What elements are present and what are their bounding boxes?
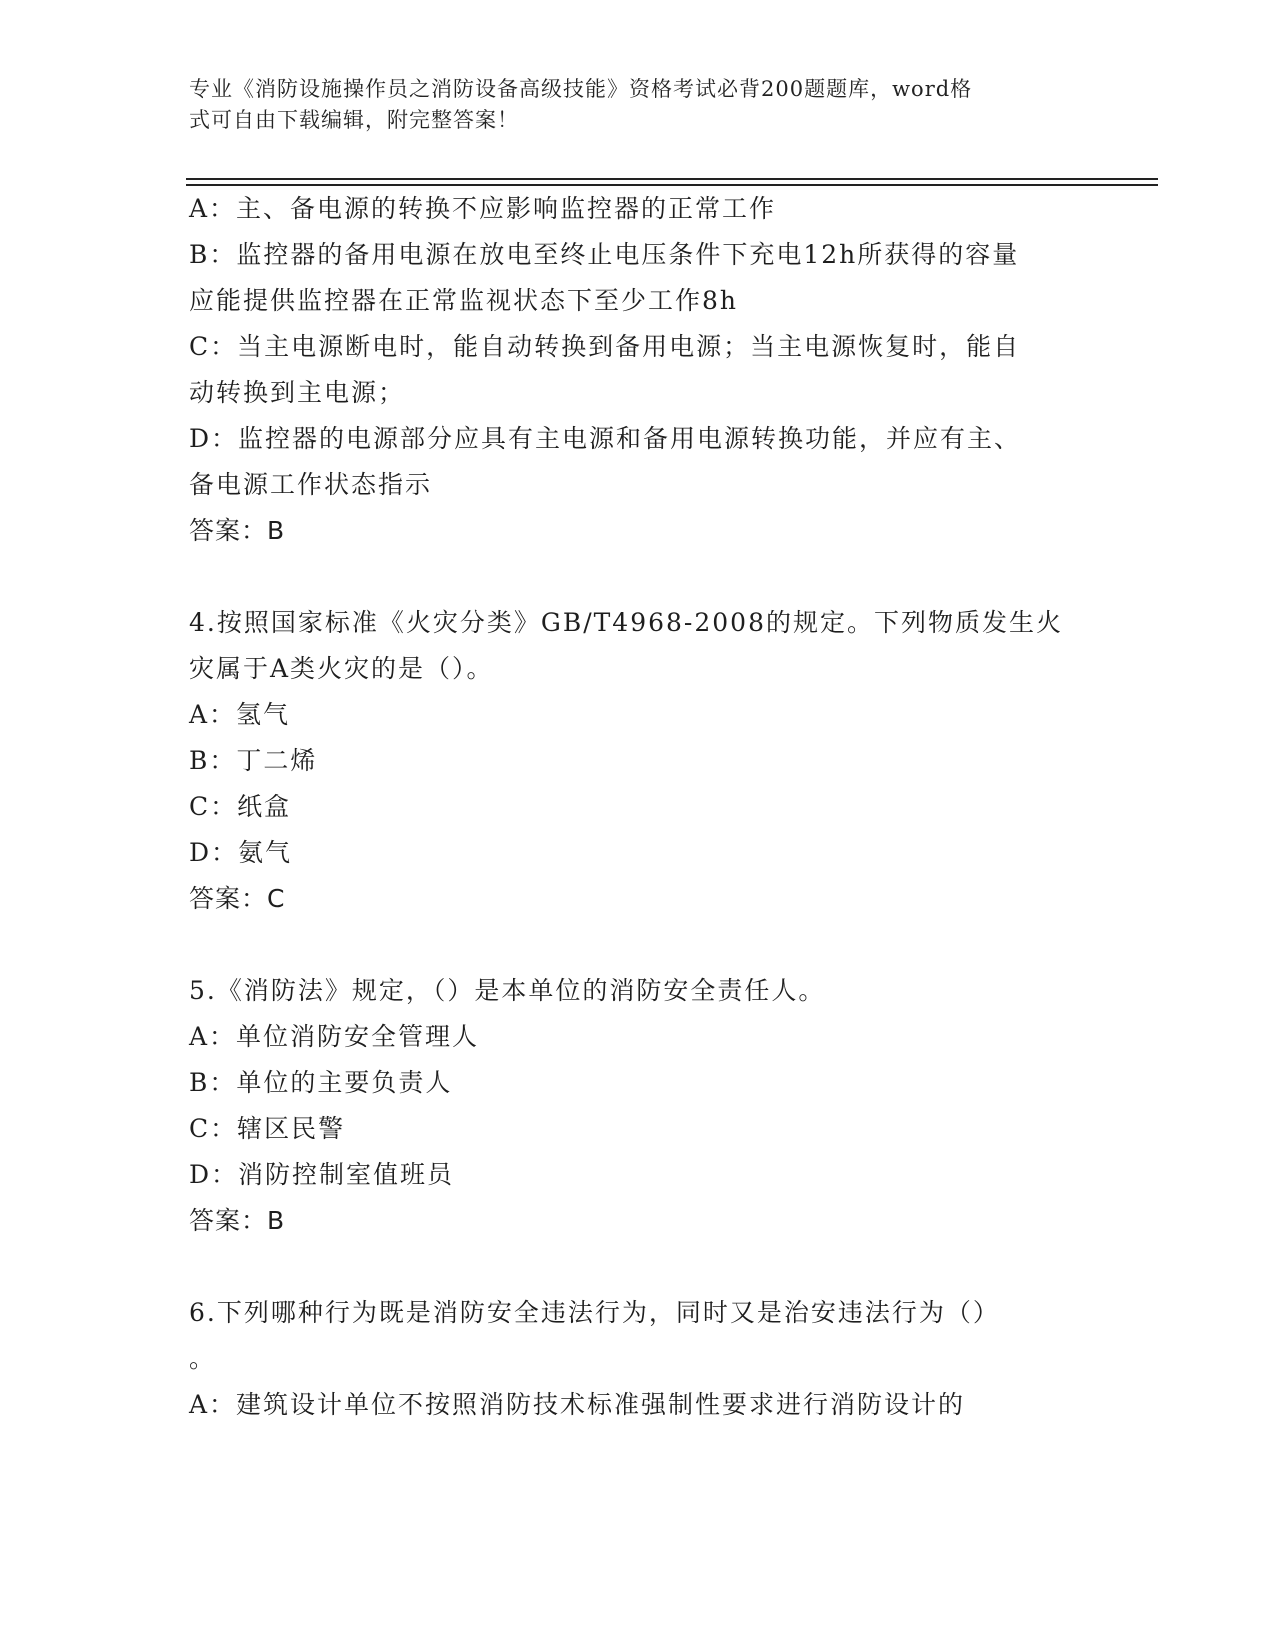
spacer (189, 922, 1089, 968)
option-c: C：纸盒 (189, 792, 292, 821)
document-header (189, 74, 1069, 136)
question-5 (189, 968, 1089, 1244)
option-d-continued: 备电源工作状态指示 (189, 470, 433, 499)
option-a: A：建筑设计单位不按照消防技术标准强制性要求进行消防设计的 (189, 1390, 966, 1419)
answer-line: 答案：C (189, 884, 286, 913)
option-b: B：单位的主要负责人 (189, 1068, 453, 1097)
option-a: A：单位消防安全管理人 (189, 1022, 480, 1051)
option-b: B：监控器的备用电源在放电至终止电压条件下充电12h所获得的容量 (189, 240, 1020, 269)
header-divider (186, 178, 1158, 180)
question-4 (189, 600, 1089, 922)
option-a: A：主、备电源的转换不应影响监控器的正常工作 (189, 194, 777, 223)
spacer (189, 554, 1089, 600)
question-list (189, 186, 1089, 1428)
question-stem: 6.下列哪种行为既是消防安全违法行为，同时又是治安违法行为（） (189, 1298, 1000, 1327)
header-line: 式可自由下载编辑，附完整答案！ (189, 108, 519, 132)
option-c-continued: 动转换到主电源； (189, 378, 406, 407)
answer-line: 答案：B (189, 1206, 286, 1235)
question-stem-continued: 。 (189, 1344, 217, 1373)
spacer (189, 1244, 1089, 1290)
option-b-continued: 应能提供监控器在正常监视状态下至少工作8h (189, 286, 739, 315)
question-stem-continued: 灾属于A类火灾的是（）。 (189, 654, 494, 683)
header-line: 专业《消防设施操作员之消防设备高级技能》资格考试必背200题题库，word格 (189, 77, 973, 101)
option-c: C：辖区民警 (189, 1114, 346, 1143)
option-b: B：丁二烯 (189, 746, 318, 775)
question-stem: 4.按照国家标准《火灾分类》GB/T4968-2008的规定。下列物质发生火 (189, 608, 1063, 637)
option-a: A：氢气 (189, 700, 291, 729)
option-c: C：当主电源断电时，能自动转换到备用电源；当主电源恢复时，能自 (189, 332, 1021, 361)
question-3 (189, 186, 1089, 554)
question-6 (189, 1290, 1089, 1428)
option-d: D：消防控制室值班员 (189, 1160, 455, 1189)
question-stem: 5.《消防法》规定，（）是本单位的消防安全责任人。 (189, 976, 826, 1005)
option-d: D：氨气 (189, 838, 293, 867)
option-d: D：监控器的电源部分应具有主电源和备用电源转换功能，并应有主、 (189, 424, 1022, 453)
answer-line: 答案：B (189, 516, 286, 545)
